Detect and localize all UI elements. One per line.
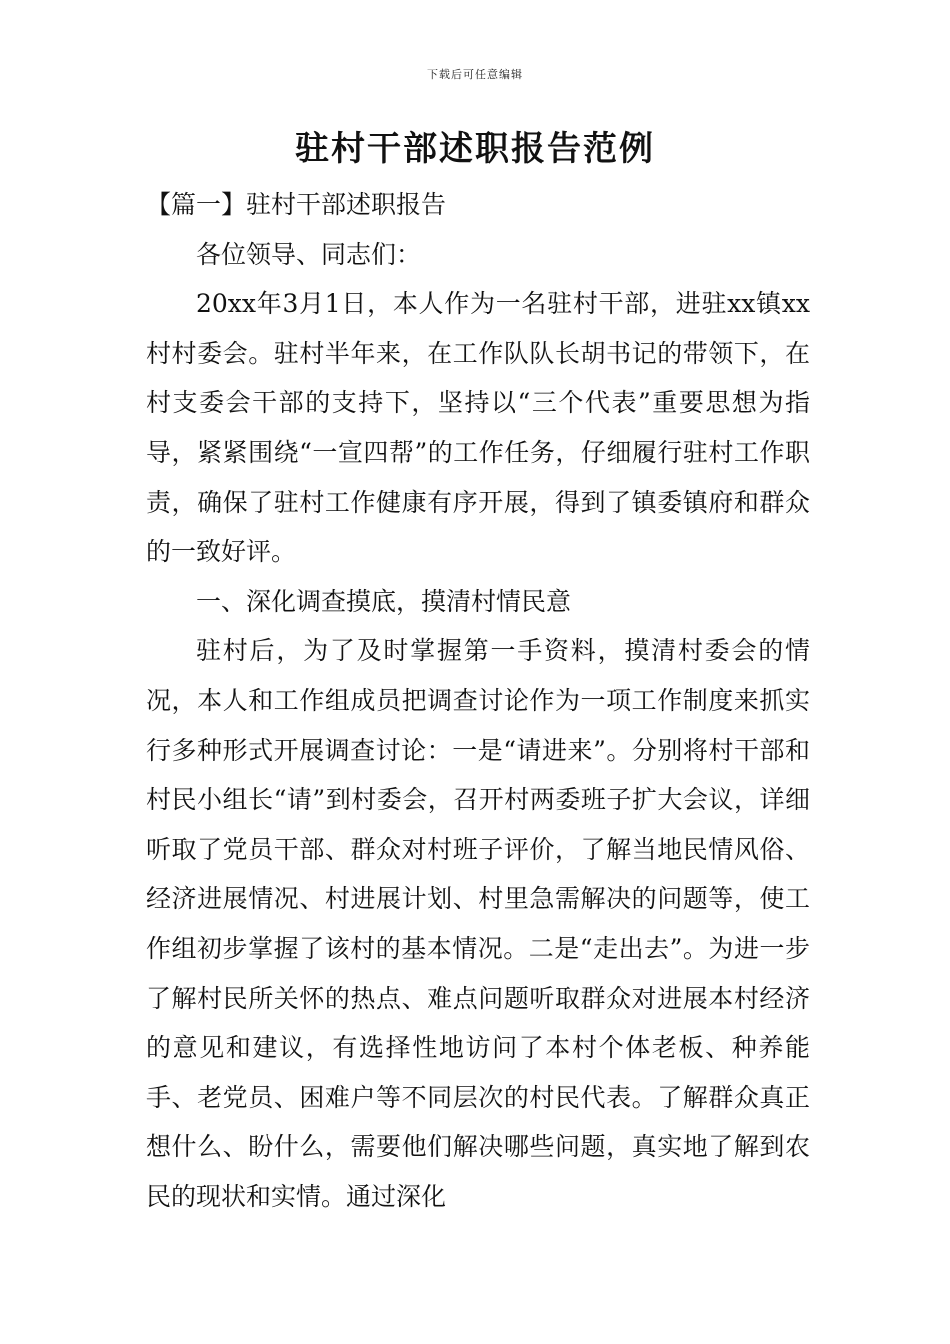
subheading: 一、深化调查摸底，摸清村情民意: [196, 586, 572, 616]
header-note: 下载后可任意编辑: [427, 68, 523, 81]
salutation: 各位领导、同志们：: [196, 239, 422, 269]
document-title: 驻村干部述职报告范例: [295, 129, 655, 169]
section-heading: 【篇一】驻村干部述职报告: [146, 190, 447, 219]
document-body: [146, 180, 810, 1221]
paragraph: 20xx年3月1日，本人作为一名驻村干部，进驻xx镇xx村村委会。驻村半年来，在工作队队长胡书记的带领下，在村支委会干部的支持下，坚持以“三个代表”重要思想为指导，紧紧围绕“一宣四帮”的工作任务，仔细履行驻村工作职责，确保了驻村工作健康有序开展，得到了镇委镇府和群众的一致好评。: [146, 289, 810, 567]
paragraph: 驻村后，为了及时掌握第一手资料，摸清村委会的情况，本人和工作组成员把调查讨论作为一项工作制度来抓实行多种形式开展调查讨论：一是“请进来”。分别将村干部和村民小组长“请”到村委会，召开村两委班子扩大会议，详细听取了党员干部、群众对村班子评价，了解当地民情风俗、经济进展情况、村进展计划、村里急需解决的问题等，使工作组初步掌握了该村的基本情况。二是“走出去”。为进一步了解村民所关怀的热点、难点问题听取群众对进展本村经济的意见和建议，有选择性地访问了本村个体老板、种养能手、老党员、困难户等不同层次的村民代表。了解群众真正想什么、盼什么，需要他们解决哪些问题，真实地了解到农民的现状和实情。通过深化: [146, 636, 810, 1211]
